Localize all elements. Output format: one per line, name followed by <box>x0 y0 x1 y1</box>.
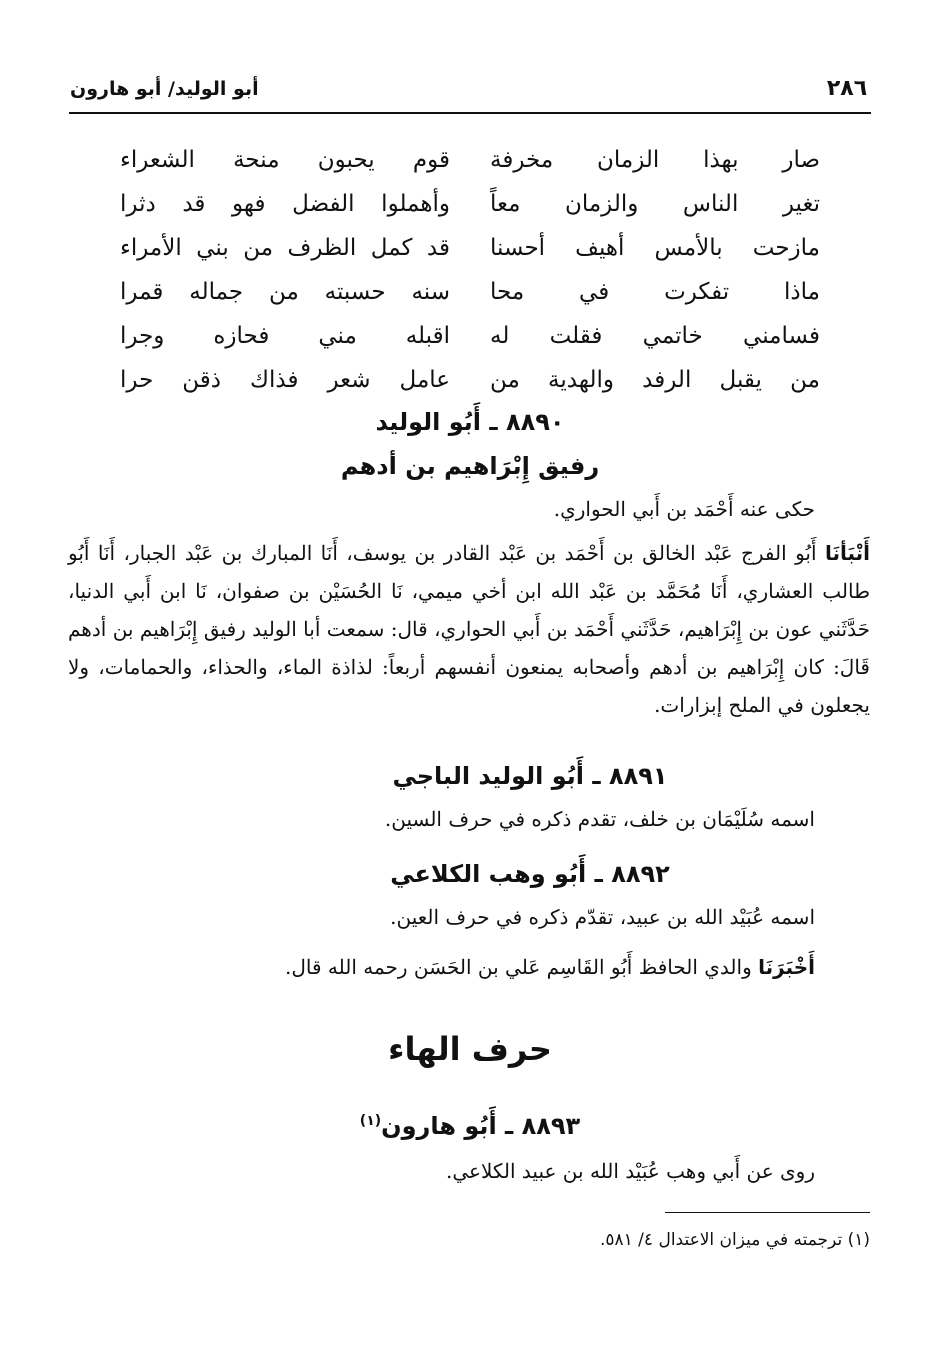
poem-verse <box>110 228 820 272</box>
verse-first-hemistich: مازحت بالأمس أهيف أحسنا <box>490 235 820 261</box>
entry-8890-subtitle: رفيق إِبْرَاهيم بن أدهم <box>340 452 600 480</box>
entry-8893-paragraph: روى عن أَبي وهب عُبَيْد الله بن عبيد الكلاعي. <box>445 1159 815 1183</box>
verse-second-hemistich: سنه حسبته من جماله قمرا <box>120 279 450 305</box>
entry-8891-paragraph: اسمه سُلَيْمَان بن خلف، تقدم ذكره في حرف السين. <box>384 807 815 831</box>
entry-8892-paragraph-2 <box>120 948 815 986</box>
akhbarana-text: والدي الحافظ أَبُو القَاسِم عَلي بن الحَسَن رحمه الله قال. <box>284 955 759 979</box>
entry-8890-paragraph-2 <box>68 534 870 724</box>
verse-first-hemistich: فسامني خاتمي فقلت له <box>490 323 820 349</box>
entry-8890-paragraph-1: حكى عنه أَحْمَد بن أَبي الحواري. <box>553 497 815 521</box>
running-title: أبو الوليد/ أبو هارون <box>70 78 259 100</box>
akhbarana-lead-word: أَخْبَرَنَا <box>758 955 815 979</box>
entry-8893-title: ٨٨٩٣ ـ أَبُو هارون <box>381 1112 581 1140</box>
verse-second-hemistich: عامل شعر فذاك ذقن حرا <box>120 367 450 393</box>
isnad-text: أَبُو الفرج عَبْد الخالق بن أَحْمَد بن عَبْد القادر بن يوسف، أَنَا المبارك بن عَبْد الجبار، أَنَا أَبُو طالب العشاري، أَنَا مُحَمَّد بن عَبْد الله ابن أخي ميمي، نَا الحُسَيْن بن صفوان، نَا ابن أَبي الدنيا، حَدَّثَني عون بن إِبْرَاهيم، حَدَّثَني أَحْمَد بن أَبي الحواري، قال: سمعت أبا الوليد رفيق إِبْرَاهيم بن أدهم قَالَ: كان إِبْرَاهيم بن أدهم وأصحابه يمنعون أنفسهم أربعاً: لذاذة الماء، والحذاء، والحمامات، ولا يجعلون في الملح إبزارات. <box>68 541 870 717</box>
verse-first-hemistich: صار بهذا الزمان مخرفة <box>490 147 820 173</box>
verse-first-hemistich: ماذا تفكرت في محا <box>490 279 820 305</box>
poem-verse <box>110 140 820 184</box>
footnote-rule <box>665 1212 870 1213</box>
verse-second-hemistich: قد كمل الظرف من بني الأمراء <box>120 235 450 261</box>
poem-verse <box>110 184 820 228</box>
verse-second-hemistich: اقبله مني فحازه وجرا <box>120 323 450 349</box>
footnote-text: (١) ترجمته في ميزان الاعتدال ٤/ ٥٨١. <box>599 1230 870 1250</box>
poem-verse <box>110 272 820 316</box>
entry-8891-title: ٨٨٩١ ـ أَبُو الوليد الباجي <box>392 762 668 790</box>
section-heading-haa: حرف الهاء <box>388 1030 552 1068</box>
entry-8893-title-line <box>0 1112 940 1140</box>
isnad-lead-word: أَنْبَأنَا <box>824 541 870 565</box>
entry-8890-title: ٨٨٩٠ ـ أَبُو الوليد <box>375 408 565 436</box>
poem-verse <box>110 360 820 404</box>
poem-verse <box>110 316 820 360</box>
footnote-marker: (١) <box>359 1113 382 1129</box>
header-rule <box>69 112 871 114</box>
page-number: ٢٨٦ <box>826 76 868 101</box>
verse-first-hemistich: من يقبل الرفد والهدية من <box>490 367 820 393</box>
verse-first-hemistich: تغير الناس والزمان معاً <box>490 191 820 217</box>
entry-8892-paragraph-1: اسمه عُبَيْد الله بن عبيد، تقدّم ذكره في حرف العين. <box>390 905 815 929</box>
verse-second-hemistich: وأهملوا الفضل فهو قد دثرا <box>120 191 450 217</box>
poem-block <box>110 140 820 404</box>
entry-8892-title: ٨٨٩٢ ـ أَبُو وهب الكلاعي <box>390 860 670 888</box>
verse-second-hemistich: قوم يحبون منحة الشعراء <box>120 147 450 173</box>
